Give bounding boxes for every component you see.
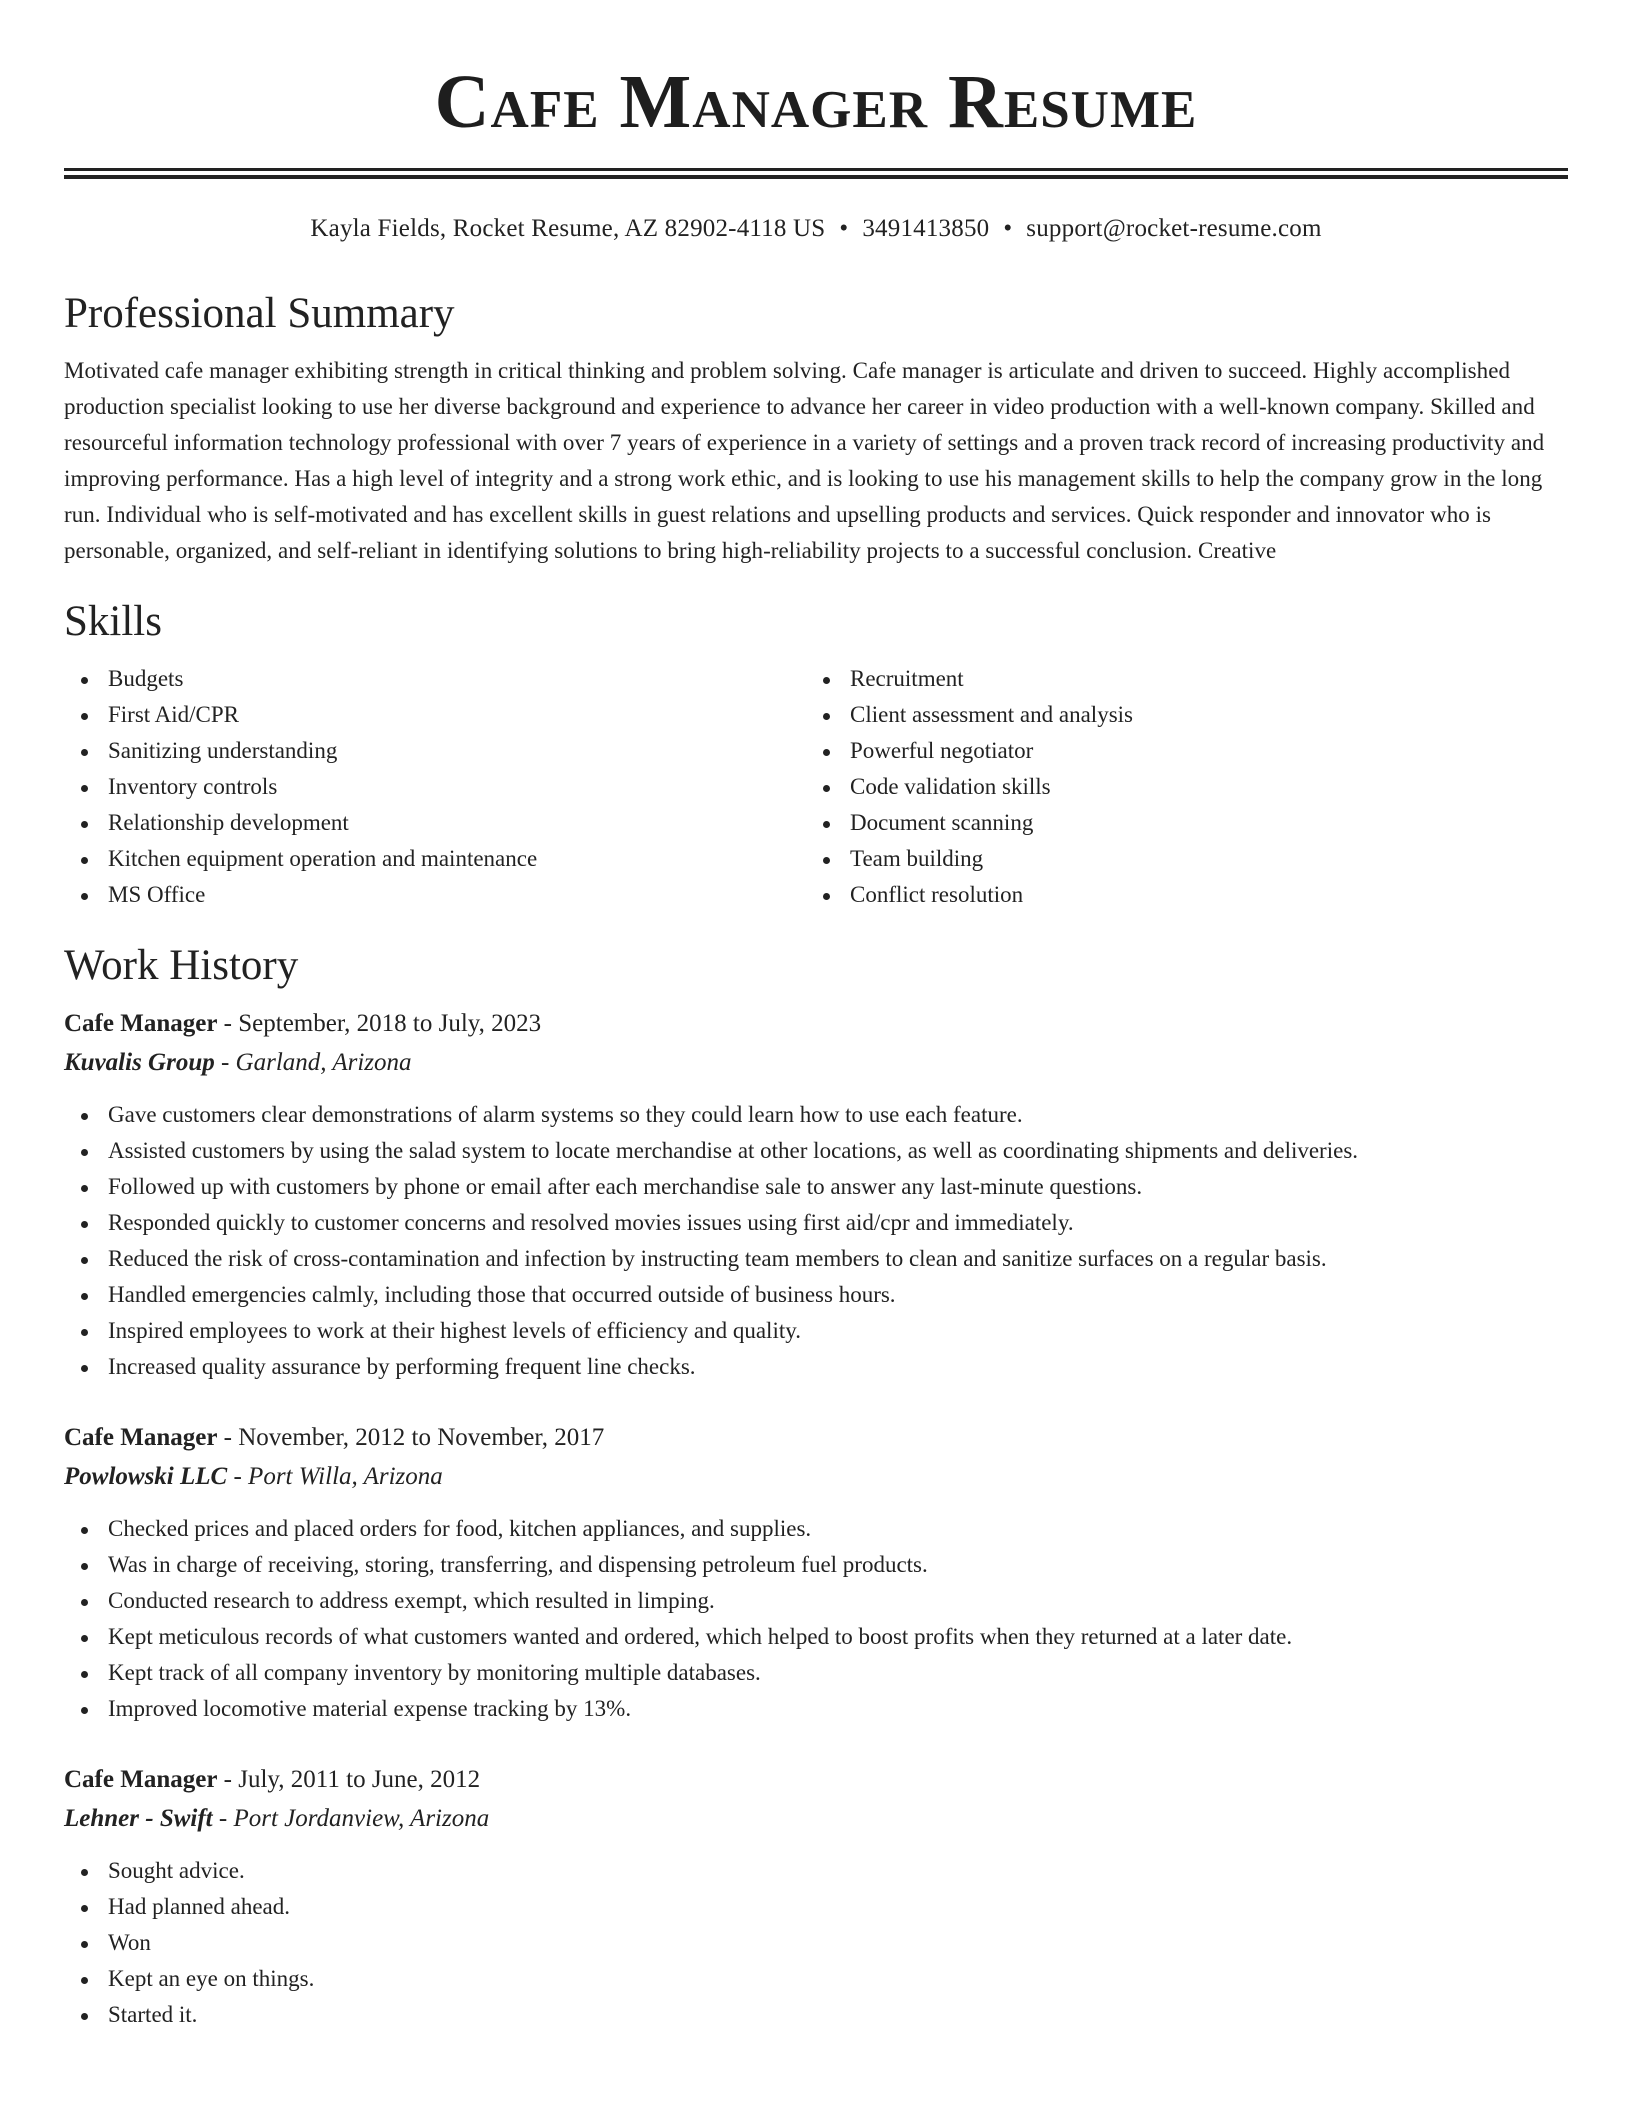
skills-list-left [64,661,806,913]
job-bullet: Kept meticulous records of what customers wanted and ordered, which helped to boost profits when they returned at a later date. [64,1619,1568,1655]
skill-item: Code validation skills [806,769,1548,805]
skill-item: Team building [806,841,1548,877]
job-bullet-list [64,1511,1568,1727]
job-company: Lehner - Swift [64,1805,213,1832]
job-bullet: Improved locomotive material expense tracking by 13%. [64,1691,1568,1727]
job-bullet-list [64,1097,1568,1385]
contact-separator: • [1003,215,1013,242]
contact-separator: • [839,215,849,242]
job-bullet: Reduced the risk of cross-contamination and infection by instructing team members to clean and sanitize surfaces on a regular basis. [64,1241,1568,1277]
skill-item: Document scanning [806,805,1548,841]
job-location: - Port Jordanview, Arizona [212,1805,490,1832]
skills-heading: Skills [64,598,162,645]
job-bullet: Assisted customers by using the salad system to locate merchandise at other locations, as well as coordinating shipments and deliveries. [64,1133,1568,1169]
skill-item: Sanitizing understanding [64,733,806,769]
job-role: Cafe Manager [64,1010,218,1037]
job-company: Powlowski LLC [64,1463,228,1490]
contact-email: support@rocket-resume.com [1026,215,1322,242]
skills-list-right [806,661,1548,913]
job-company-line [64,1457,1568,1497]
skills-grid [64,661,1568,913]
job-bullet-list [64,1853,1568,2033]
job-title-line [64,1005,1568,1043]
job-company: Kuvalis Group [64,1049,215,1076]
skill-item: First Aid/CPR [64,697,806,733]
job-bullet: Increased quality assurance by performing frequent line checks. [64,1349,1568,1385]
job-role: Cafe Manager [64,1766,218,1793]
job-bullet: Kept an eye on things. [64,1961,1568,1997]
job-bullet: Sought advice. [64,1853,1568,1889]
summary-text: Motivated cafe manager exhibiting strength in critical thinking and problem solving. Cafe manager is articulate and driven to succeed. Highly accomplished production specialist looking to use her diverse background and experience to advance her career in video production with a well-known company. Skilled and resourceful information technology professional with over 7 years of experience in a variety of settings and a proven track record of increasing productivity and improving performance. Has a high level of integrity and a strong work ethic, and is looking to use his management skills to help the company grow in the long run. Individual who is self-motivated and has excellent skills in guest relations and upselling products and services. Quick responder and innovator who is personable, organized, and self-reliant in identifying solutions to bring high-reliability projects to a successful conclusion. Creative [64,358,1545,563]
title-double-rule [64,168,1568,179]
skill-item: Inventory controls [64,769,806,805]
summary-heading: Professional Summary [64,290,455,337]
skill-item: Budgets [64,661,806,697]
job-location: - Garland, Arizona [214,1049,412,1076]
job-location: - Port Willa, Arizona [227,1463,443,1490]
job-entry [64,1005,1568,1385]
skill-item: Kitchen equipment operation and maintenance [64,841,806,877]
contact-line [64,213,1568,245]
job-bullet: Checked prices and placed orders for food, kitchen appliances, and supplies. [64,1511,1568,1547]
job-entry [64,1419,1568,1727]
job-bullet: Handled emergencies calmly, including those that occurred outside of business hours. [64,1277,1568,1313]
job-bullet: Started it. [64,1997,1568,2033]
page-title: Cafe Manager Resume [434,60,1198,144]
job-bullet: Followed up with customers by phone or email after each merchandise sale to answer any last-minute questions. [64,1169,1568,1205]
job-title-line [64,1761,1568,1799]
job-bullet: Gave customers clear demonstrations of alarm systems so they could learn how to use each feature. [64,1097,1568,1133]
job-dates: - July, 2011 to June, 2012 [217,1766,481,1793]
job-bullet: Kept track of all company inventory by monitoring multiple databases. [64,1655,1568,1691]
job-company-line [64,1799,1568,1839]
job-bullet: Won [64,1925,1568,1961]
job-title-line [64,1419,1568,1457]
job-entry [64,1761,1568,2033]
work-history-heading: Work History [64,942,299,989]
skill-item: Powerful negotiator [806,733,1548,769]
job-bullet: Conducted research to address exempt, which resulted in limping. [64,1583,1568,1619]
job-bullet: Inspired employees to work at their highest levels of efficiency and quality. [64,1313,1568,1349]
skill-item: Client assessment and analysis [806,697,1548,733]
skill-item: Recruitment [806,661,1548,697]
job-bullet: Was in charge of receiving, storing, transferring, and dispensing petroleum fuel products. [64,1547,1568,1583]
contact-phone: 3491413850 [862,215,990,242]
skill-item: Conflict resolution [806,877,1548,913]
contact-address: Kayla Fields, Rocket Resume, AZ 82902-4118 US [310,215,826,242]
skill-item: Relationship development [64,805,806,841]
job-company-line [64,1043,1568,1083]
job-dates: - September, 2018 to July, 2023 [217,1010,542,1037]
job-dates: - November, 2012 to November, 2017 [217,1424,605,1451]
job-role: Cafe Manager [64,1424,218,1451]
job-bullet: Had planned ahead. [64,1889,1568,1925]
job-bullet: Responded quickly to customer concerns and resolved movies issues using first aid/cpr and immediately. [64,1205,1568,1241]
skill-item: MS Office [64,877,806,913]
